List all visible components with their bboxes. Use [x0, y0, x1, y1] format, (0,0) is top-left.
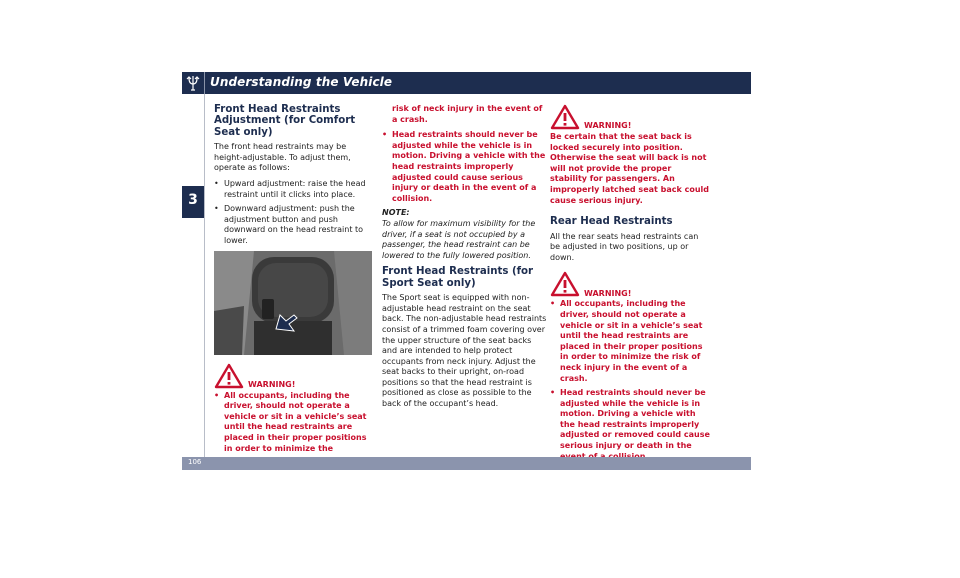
list-item: • All occupants, including the driver, should not operate a vehicle or sit in a vehicle’s seat until the head restraints are placed in their proper positions in order to minimize the	[214, 390, 367, 453]
warning-triangle-icon	[214, 363, 244, 389]
list-item: • Downward adjustment: push the adjustment button and push downward on the head restraint to lower.	[214, 204, 364, 245]
list-item: • Head restraints should never be adjusted while the vehicle is in motion. Driving a vehicle with the head restraints improperly adjusted or removed could cause serious injury or death in the	[550, 388, 710, 451]
chapter-number: 3	[188, 192, 198, 208]
intro-paragraph: The front head restraints may be height-adjustable. To adjust them, operate as follows:	[214, 142, 351, 173]
warning-label: WARNING!	[584, 288, 632, 298]
page-number: 106	[188, 458, 202, 466]
warning-continuation: risk of neck injury in the event of a crash.	[392, 104, 543, 124]
list-item: • All occupants, including the driver, should not operate a vehicle or sit in a vehicle’s seat until the head restraints are placed in their proper positions in order to minimize the risk of neck injury in the event of a crash.	[550, 299, 703, 383]
list-item: • Upward adjustment: raise the head restraint until it clicks into place.	[214, 179, 366, 199]
section-heading-front-sport: Front Head Restraints (for Sport Seat only)	[382, 266, 534, 289]
header-title: Understanding the Vehicle	[210, 75, 393, 89]
list-item: • Head restraints should never be adjusted while the vehicle is in motion. Driving a vehicle with the head restraints improperly adjusted could cause serious injury or death in the event of a collision.	[382, 130, 546, 203]
warning-header	[550, 271, 710, 299]
column-2	[382, 104, 548, 415]
column-1	[214, 104, 372, 458]
section-heading-front-comfort: Front Head Restraints Adjustment (for Comfort Seat only)	[214, 104, 356, 138]
section-heading-rear: Rear Head Restraints	[550, 216, 673, 228]
warning-list	[550, 299, 710, 462]
warning-triangle-icon	[550, 104, 580, 130]
chapter-tab	[182, 186, 204, 218]
warning-label: WARNING!	[584, 121, 632, 131]
warning-header	[550, 104, 710, 132]
warning-header	[214, 363, 372, 391]
page-footer	[182, 457, 751, 470]
side-rule	[204, 94, 205, 458]
warning-text: Be certain that the seat back is locked securely into position. Otherwise the seat will back is not will not provide the proper stability for passengers. An improperly latched seat back could cause serious injury.	[550, 132, 709, 205]
column-3	[550, 104, 710, 466]
warning-list	[214, 391, 372, 455]
warning-list	[382, 130, 548, 204]
head-restraint-photo	[214, 251, 372, 355]
warning-triangle-icon	[550, 271, 580, 297]
page-header	[182, 72, 751, 94]
warning-label: WARNING!	[248, 379, 296, 389]
sport-seat-paragraph: The Sport seat is equipped with non-adjustable head restraint on the seat back. The non-adjustable head restraints consist of a trimmed foam covering over the upper structure of the seat backs and are intended to help protect occupants from neck injury. Adjust the seat backs to their upright, on-road positions so that the head restraint is positioned as close as possible to the back of the occupant’s head.	[382, 293, 547, 409]
note-label: NOTE:	[382, 208, 410, 218]
adjustment-list	[214, 179, 372, 247]
rear-paragraph: All the rear seats head restraints can be adjusted in two positions, up or down.	[550, 231, 699, 262]
brand-logo	[182, 72, 205, 94]
trident-icon	[186, 75, 200, 91]
note-text: To allow for maximum visibility for the driver, if a seat is not occupied by a passenger, the head restraint can be lowered to the fully lowered position.	[382, 218, 536, 260]
